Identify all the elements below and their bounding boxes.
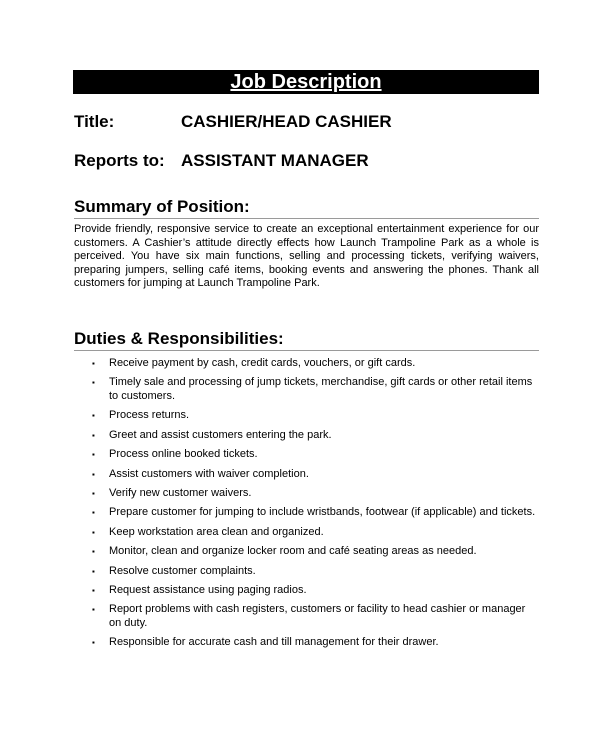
list-item xyxy=(92,357,538,371)
list-item xyxy=(92,448,538,462)
document-title: Job Description xyxy=(230,71,382,93)
reports-to-field xyxy=(74,151,369,171)
list-item-text: Process returns. xyxy=(109,409,190,422)
title-label: Title: xyxy=(74,112,115,131)
list-item xyxy=(92,468,538,482)
list-item-text: Request assistance using paging radios. xyxy=(109,583,307,596)
list-item-text: Responsible for accurate cash and till management for their drawer. xyxy=(109,636,439,649)
bullet-icon: ▪ xyxy=(92,585,95,595)
bullet-icon: ▪ xyxy=(92,488,95,498)
bullet-icon: ▪ xyxy=(92,547,95,557)
bullet-icon: ▪ xyxy=(92,359,95,368)
list-item-text: Keep workstation area clean and organized. xyxy=(109,525,324,538)
bullet-icon: ▪ xyxy=(92,378,95,388)
list-item xyxy=(92,545,538,559)
bullet-icon: ▪ xyxy=(92,430,95,440)
list-item xyxy=(92,526,538,540)
list-item-text: Timely sale and processing of jump tickets, merchandise, gift cards or other retail items to customers. xyxy=(109,376,533,402)
bullet-icon: ▪ xyxy=(92,508,95,518)
list-item xyxy=(92,506,538,520)
duties-heading: Duties & Responsibilities: xyxy=(74,329,539,351)
summary-paragraph: Provide friendly, responsive service to create an exceptional entertainment experience for our customers. A Cashier’s attitude directly effects how Launch Trampoline Park as a whole is perceived. You have six main functions, selling and processing tickets, verifying waivers, preparing jumpers, selling café items, booking events and answering the phones. Thank all customers for jumping at Launch Trampoline Park. xyxy=(74,223,539,290)
list-item-text: Monitor, clean and organize locker room and café seating areas as needed. xyxy=(109,545,477,558)
list-item-text: Process online booked tickets. xyxy=(109,448,258,461)
list-item-text: Prepare customer for jumping to include wristbands, footwear (if applicable) and tickets. xyxy=(109,506,536,519)
list-item-text: Assist customers with waiver completion. xyxy=(109,467,309,480)
bullet-icon: ▪ xyxy=(92,527,95,537)
bullet-icon: ▪ xyxy=(92,638,95,648)
reports-to-value: ASSISTANT MANAGER xyxy=(181,151,369,170)
list-item xyxy=(92,603,538,630)
bullet-icon: ▪ xyxy=(92,469,95,479)
bullet-icon: ▪ xyxy=(92,411,95,421)
bullet-icon: ▪ xyxy=(92,566,95,576)
list-item-text: Resolve customer complaints. xyxy=(109,564,256,577)
list-item xyxy=(92,636,538,650)
list-item xyxy=(92,584,538,598)
bullet-icon: ▪ xyxy=(92,450,95,460)
list-item xyxy=(92,376,538,403)
list-item xyxy=(92,487,538,501)
title-field xyxy=(74,112,392,132)
list-item-text: Report problems with cash registers, customers or facility to head cashier or manager on duty. xyxy=(109,603,526,629)
bullet-icon: ▪ xyxy=(92,605,95,615)
list-item-text: Receive payment by cash, credit cards, vouchers, or gift cards. xyxy=(109,357,416,369)
job-description-banner xyxy=(73,70,539,94)
list-item-text: Greet and assist customers entering the park. xyxy=(109,428,332,441)
reports-to-label: Reports to: xyxy=(74,151,165,170)
title-value: CASHIER/HEAD CASHIER xyxy=(181,112,392,131)
list-item xyxy=(92,565,538,579)
list-item xyxy=(92,409,538,423)
summary-heading: Summary of Position: xyxy=(74,197,539,219)
duties-list xyxy=(92,357,538,656)
list-item-text: Verify new customer waivers. xyxy=(109,486,252,499)
list-item xyxy=(92,429,538,443)
